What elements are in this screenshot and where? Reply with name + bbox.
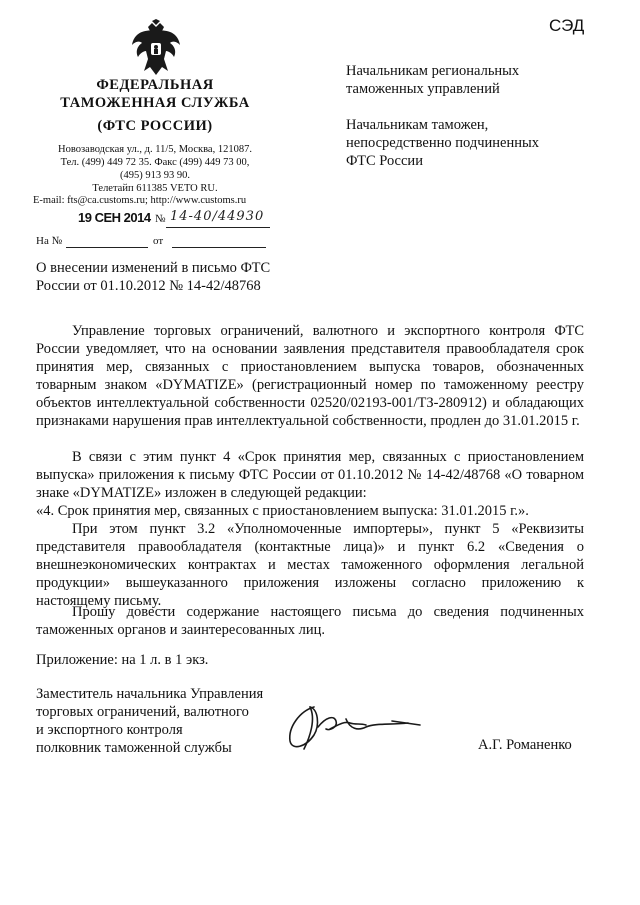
reference-date-field <box>172 247 266 248</box>
subject-line: России от 01.10.2012 № 14-42/48768 <box>36 278 261 294</box>
body-paragraph-2: В связи с этим пункт 4 «Срок принятия мер, связанных с приостановлением выпуска» приложения к письму ФТС России от 01.10.2012 № 14-42/48768 «О товарном знаке «DYMATIZE» изложен в следующей редакции: <box>36 449 584 501</box>
registration-number: 14-40/44930 <box>170 209 265 224</box>
addressee-1 <box>346 62 519 98</box>
addressee-line: ФТС России <box>346 153 423 169</box>
reference-no-label: На № <box>36 235 63 247</box>
addressee-2 <box>346 116 539 170</box>
coat-of-arms-icon <box>130 19 182 77</box>
phone-line-2: (495) 913 93 90. <box>120 170 190 181</box>
sed-mark: СЭД <box>549 16 585 35</box>
address-line: Новозаводская ул., д. 11/5, Москва, 121087. <box>58 144 252 155</box>
subject-line: О внесении изменений в письмо ФТС <box>36 260 271 276</box>
registration-line <box>76 208 272 228</box>
email-line: E-mail: fts@ca.customs.ru; http://www.customs.ru <box>33 195 247 206</box>
reference-number-field <box>66 247 148 248</box>
registration-date: 19 СЕН 2014 <box>78 210 151 225</box>
body-quote: «4. Срок принятия мер, связанных с приостановлением выпуска: 31.01.2015 г.». <box>36 503 529 519</box>
signatory-title-line: полковник таможенной службы <box>36 740 232 756</box>
attachment-note: Приложение: на 1 л. в 1 экз. <box>36 652 209 668</box>
reference-from-label: от <box>153 235 164 247</box>
addressee-line: непосредственно подчиненных <box>346 135 539 151</box>
addressee-line: таможенных управлений <box>346 81 500 97</box>
body-paragraph-3: При этом пункт 3.2 «Уполномоченные импортеры», пункт 5 «Реквизиты представителя правообладателя (контактные лица)» и пункт 6.2 «Сведения о внешнеэкономических контрактах и местах таможенного оформления легальной продукции» вышеуказанного приложения изложены согласно приложению к настоящему письму. <box>36 521 584 609</box>
signatory-title <box>36 685 263 757</box>
signer-name: А.Г. Романенко <box>478 737 572 753</box>
signatory-title-line: Заместитель начальника Управления <box>36 686 264 702</box>
signatory-title-line: торговых ограничений, валютного <box>36 704 249 720</box>
phone-line: Тел. (499) 449 72 35. Факс (499) 449 73 00, <box>60 157 250 168</box>
body-paragraph-1: Управление торговых ограничений, валютного и экспортного контроля ФТС России уведомляет, что на основании заявления представителя правообладателя срок принятия мер, связанных с приостановлением выпуска товаров, обозначенных товарным знаком «DYMATIZE» (регистрационный номер по таможенному реестру объектов интеллектуальной собственности 02520/02193-001/ТЗ-280912) и обладающих признаками нарушения прав интеллектуальной собственности, продлен до 31.01.2015 г. <box>36 323 584 429</box>
org-abbr: (ФТС РОССИИ) <box>97 118 213 134</box>
registration-no-label: № <box>155 213 166 225</box>
addressee-line: Начальникам региональных <box>346 63 520 79</box>
signatory-title-line: и экспортного контроля <box>36 722 183 738</box>
body-paragraph-4: Прошу довести содержание настоящего письма до сведения подчиненных таможенных органов и заинтересованных лиц. <box>36 604 584 638</box>
teletype-line: Телетайп 611385 VETO RU. <box>92 183 218 194</box>
addressee-line: Начальникам таможен, <box>346 117 489 133</box>
reference-line <box>36 232 268 250</box>
letter-subject <box>36 259 270 295</box>
org-name-line1: ФЕДЕРАЛЬНАЯ <box>96 77 214 93</box>
handwritten-signature <box>280 697 430 757</box>
org-name-line2: ТАМОЖЕННАЯ СЛУЖБА <box>60 95 250 111</box>
